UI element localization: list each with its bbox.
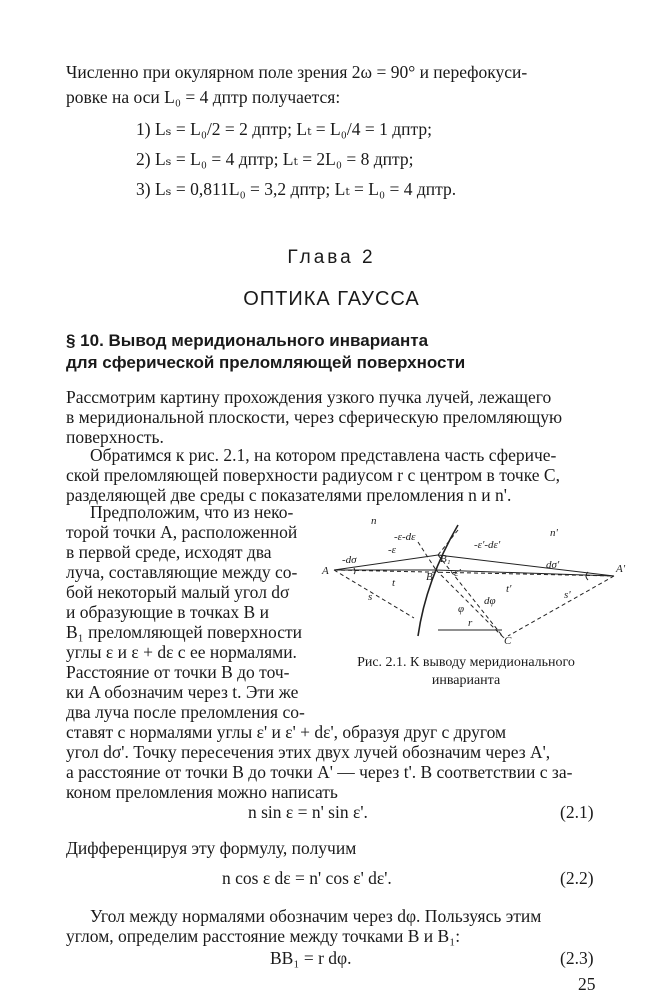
p1-line-3: поверхность. [66, 427, 164, 447]
page-number: 25 [578, 974, 596, 994]
p3-left-line-6: и образующие в точках B и [66, 602, 269, 622]
figure-caption [326, 654, 606, 690]
p3-left-line-8: углы ε и ε + dε с ее нормалями. [66, 642, 297, 662]
angle-arc-dsigma [354, 568, 355, 574]
p2-line-1: Обратимся к рис. 2.1, на котором представлена часть сфериче- [90, 445, 557, 465]
label-n-prime: n' [550, 527, 558, 539]
chapter-title: ОПТИКА ГАУССА [243, 288, 420, 310]
label-A-prime: A' [616, 563, 626, 575]
intro-line-2: ровке на оси L₀ = 4 дптр получается: [66, 87, 341, 107]
refracting-surface-arc [418, 525, 458, 636]
figure-caption-line-2: инварианта [431, 673, 501, 688]
equation-2-2: n cos ε dε = n' cos ε' dε'. [222, 868, 392, 888]
p3-left-line-3: в первой среде, исходят два [66, 542, 272, 562]
label-s-prime: s' [564, 589, 571, 601]
p3-full-line-2: угол dσ'. Точку пересечения этих двух лучей обозначим через A', [66, 742, 551, 762]
label-eps-prime: ε' [454, 567, 461, 579]
p3-full-line-1: ставят с нормалями углы ε' и ε' + dε', образуя друг с другом [66, 722, 507, 742]
p4-line: Дифференцируя эту формулу, получим [66, 838, 357, 858]
p1-line-2: в меридиональной плоскости, через сферическую преломляющую [66, 407, 563, 427]
p3-left-line-5: бой некоторый малый угол dσ [66, 582, 290, 602]
case-2: 2) Lₛ = L₀ = 4 дптр; Lₜ = 2L₀ = 8 дптр; [136, 149, 414, 169]
label-s: s [368, 591, 373, 603]
label-minus-dsigma: -dσ [342, 554, 357, 566]
normal-extension [438, 530, 458, 555]
dashed-Aprime-to-C [508, 576, 614, 636]
equation-2-2-number: (2.2) [560, 868, 594, 888]
p3-left-line-10: ки A обозначим через t. Эти же [66, 682, 299, 702]
equation-2-1: n sin ε = n' sin ε'. [248, 802, 368, 822]
intro-line-1: Численно при окулярном поле зрения 2ω = 90° и перефокуси- [66, 62, 528, 82]
equation-2-3: BB₁ = r dφ. [270, 948, 352, 968]
p3-left-line-11: два луча после преломления со- [66, 702, 305, 722]
label-phi: φ [458, 603, 465, 615]
label-r: r [468, 617, 473, 629]
figure-2-1 [318, 510, 638, 650]
p5-line-1: Угол между нормалями обозначим через dφ. Пользуясь этим [90, 906, 542, 926]
case-1: 1) Lₛ = L₀/2 = 2 дптр; Lₜ = L₀/4 = 1 дптр; [136, 119, 432, 139]
section-title-line-2: для сферической преломляющей поверхности [66, 353, 466, 372]
label-minus-eps: -ε [388, 544, 396, 556]
label-minus-eps-deps-prime: -ε'-dε' [474, 539, 501, 551]
label-t: t [392, 577, 396, 589]
case-3: 3) Lₛ = 0,811L₀ = 3,2 дптр; Lₜ = L₀ = 4 дптр. [136, 179, 457, 199]
p3-left-line-2: торой точки A, расположенной [66, 522, 298, 542]
label-C: C [504, 635, 512, 647]
equation-2-3-number: (2.3) [560, 948, 594, 968]
label-B: B [426, 571, 433, 583]
label-dphi: dφ [484, 595, 496, 607]
label-B1: B₁ [440, 553, 451, 565]
p5-line-2: углом, определим расстояние между точками B и B₁: [66, 926, 461, 946]
p1-line-1: Рассмотрим картину прохождения узкого пучка лучей, лежащего [66, 387, 552, 407]
label-n: n [371, 515, 377, 527]
label-t-prime: t' [506, 583, 512, 595]
figure-caption-line-1: Рис. 2.1. К выводу меридионального [357, 655, 575, 670]
equation-2-1-number: (2.1) [560, 802, 594, 822]
p3-left-line-7: B₁ преломляющей поверхности [66, 622, 302, 642]
p3-full-line-4: коном преломления можно написать [66, 782, 338, 802]
p3-left-line-4: луча, составляющие между со- [66, 562, 298, 582]
dashed-A-to-C [334, 570, 414, 618]
p3-left-line-1: Предположим, что из неко- [90, 502, 294, 522]
label-A: A [322, 565, 329, 577]
section-title-line-1: § 10. Вывод меридионального инварианта [66, 331, 429, 350]
p2-line-3: разделяющей две среды с показателями преломления n и n'. [66, 485, 512, 505]
chapter-label: Глава 2 [287, 247, 376, 268]
p3-left-line-9: Расстояние от точки B до точ- [66, 662, 290, 682]
p2-line-2: ской преломляющей поверхности радиусом r с центром в точке C, [66, 465, 560, 485]
label-minus-eps-deps: -ε-dε [394, 531, 416, 543]
p3-full-line-3: а расстояние от точки B до точки A' — через t'. В соответствии с за- [66, 762, 573, 782]
label-dsigma-prime: dσ' [546, 559, 560, 571]
